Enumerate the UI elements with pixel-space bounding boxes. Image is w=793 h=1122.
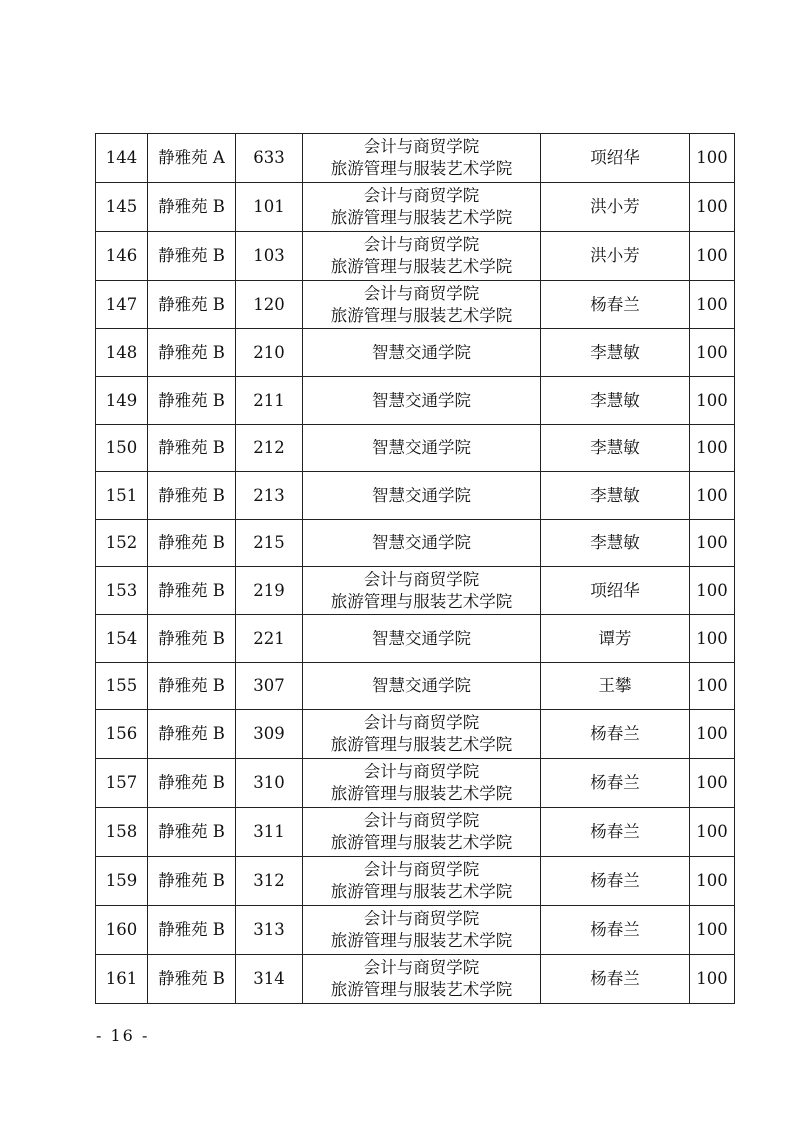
college-cell bbox=[303, 808, 541, 857]
score-cell: 100 bbox=[690, 281, 735, 329]
table-row bbox=[96, 955, 735, 1004]
teacher-cell: 杨春兰 bbox=[541, 906, 690, 955]
table-body bbox=[96, 134, 735, 1004]
college-cell bbox=[303, 520, 541, 567]
room-number-cell: 310 bbox=[236, 759, 303, 808]
table-row bbox=[96, 281, 735, 329]
building-cell: 静雅苑 B bbox=[148, 183, 236, 232]
row-number-cell: 153 bbox=[96, 567, 148, 615]
building-cell: 静雅苑 B bbox=[148, 906, 236, 955]
room-number-cell: 309 bbox=[236, 710, 303, 759]
teacher-cell: 谭芳 bbox=[541, 615, 690, 663]
room-number-cell: 213 bbox=[236, 472, 303, 520]
row-number-cell: 145 bbox=[96, 183, 148, 232]
college-name: 会计与商贸学院 bbox=[363, 909, 480, 928]
score-cell: 100 bbox=[690, 377, 735, 425]
college-name: 会计与商贸学院 bbox=[363, 860, 480, 879]
college-name: 会计与商贸学院 bbox=[363, 762, 480, 781]
room-number-cell: 103 bbox=[236, 232, 303, 281]
college-name: 旅游管理与服装艺术学院 bbox=[330, 833, 513, 852]
row-number-cell: 144 bbox=[96, 134, 148, 183]
score-cell: 100 bbox=[690, 134, 735, 183]
row-number-cell: 147 bbox=[96, 281, 148, 329]
building-cell: 静雅苑 B bbox=[148, 232, 236, 281]
college-cell bbox=[303, 857, 541, 906]
score-cell: 100 bbox=[690, 472, 735, 520]
teacher-cell: 王攀 bbox=[541, 663, 690, 710]
teacher-cell: 杨春兰 bbox=[541, 955, 690, 1004]
row-number-cell: 161 bbox=[96, 955, 148, 1004]
college-cell bbox=[303, 567, 541, 615]
college-name: 智慧交通学院 bbox=[372, 390, 471, 410]
college-name: 旅游管理与服装艺术学院 bbox=[330, 931, 513, 950]
row-number-cell: 156 bbox=[96, 710, 148, 759]
college-name: 智慧交通学院 bbox=[372, 628, 471, 648]
row-number-cell: 160 bbox=[96, 906, 148, 955]
table-row bbox=[96, 425, 735, 472]
building-cell: 静雅苑 B bbox=[148, 520, 236, 567]
score-cell: 100 bbox=[690, 906, 735, 955]
college-cell bbox=[303, 134, 541, 183]
building-cell: 静雅苑 B bbox=[148, 857, 236, 906]
room-number-cell: 212 bbox=[236, 425, 303, 472]
college-name: 智慧交通学院 bbox=[372, 342, 471, 362]
college-cell bbox=[303, 906, 541, 955]
table-row bbox=[96, 808, 735, 857]
college-cell bbox=[303, 281, 541, 329]
building-cell: 静雅苑 B bbox=[148, 663, 236, 710]
college-cell bbox=[303, 759, 541, 808]
table-row bbox=[96, 520, 735, 567]
table-row bbox=[96, 615, 735, 663]
college-cell bbox=[303, 377, 541, 425]
row-number-cell: 150 bbox=[96, 425, 148, 472]
room-number-cell: 313 bbox=[236, 906, 303, 955]
college-name: 旅游管理与服装艺术学院 bbox=[330, 882, 513, 901]
table-row bbox=[96, 472, 735, 520]
building-cell: 静雅苑 B bbox=[148, 759, 236, 808]
teacher-cell: 项绍华 bbox=[541, 567, 690, 615]
college-name: 智慧交通学院 bbox=[372, 485, 471, 505]
building-cell: 静雅苑 B bbox=[148, 329, 236, 377]
score-cell: 100 bbox=[690, 567, 735, 615]
college-name: 会计与商贸学院 bbox=[363, 569, 480, 589]
teacher-cell: 李慧敏 bbox=[541, 520, 690, 567]
teacher-cell: 李慧敏 bbox=[541, 425, 690, 472]
teacher-cell: 杨春兰 bbox=[541, 857, 690, 906]
row-number-cell: 158 bbox=[96, 808, 148, 857]
row-number-cell: 154 bbox=[96, 615, 148, 663]
college-name: 旅游管理与服装艺术学院 bbox=[330, 980, 513, 999]
teacher-cell: 杨春兰 bbox=[541, 281, 690, 329]
table-row bbox=[96, 183, 735, 232]
room-number-cell: 215 bbox=[236, 520, 303, 567]
college-name: 旅游管理与服装艺术学院 bbox=[330, 159, 513, 178]
college-name: 旅游管理与服装艺术学院 bbox=[330, 208, 513, 227]
row-number-cell: 149 bbox=[96, 377, 148, 425]
room-number-cell: 633 bbox=[236, 134, 303, 183]
dormitory-score-table bbox=[95, 133, 735, 1004]
score-cell: 100 bbox=[690, 955, 735, 1004]
college-cell bbox=[303, 663, 541, 710]
table-row bbox=[96, 663, 735, 710]
college-name: 会计与商贸学院 bbox=[363, 811, 480, 830]
teacher-cell: 李慧敏 bbox=[541, 329, 690, 377]
score-cell: 100 bbox=[690, 710, 735, 759]
building-cell: 静雅苑 B bbox=[148, 377, 236, 425]
college-cell bbox=[303, 329, 541, 377]
page-number: - 16 - bbox=[96, 1026, 150, 1045]
row-number-cell: 152 bbox=[96, 520, 148, 567]
room-number-cell: 307 bbox=[236, 663, 303, 710]
college-name: 旅游管理与服装艺术学院 bbox=[330, 735, 513, 754]
table-row bbox=[96, 377, 735, 425]
building-cell: 静雅苑 B bbox=[148, 281, 236, 329]
row-number-cell: 146 bbox=[96, 232, 148, 281]
table-row bbox=[96, 710, 735, 759]
row-number-cell: 151 bbox=[96, 472, 148, 520]
row-number-cell: 148 bbox=[96, 329, 148, 377]
room-number-cell: 210 bbox=[236, 329, 303, 377]
teacher-cell: 杨春兰 bbox=[541, 710, 690, 759]
teacher-cell: 洪小芳 bbox=[541, 183, 690, 232]
building-cell: 静雅苑 B bbox=[148, 567, 236, 615]
room-number-cell: 311 bbox=[236, 808, 303, 857]
room-number-cell: 101 bbox=[236, 183, 303, 232]
building-cell: 静雅苑 B bbox=[148, 472, 236, 520]
room-number-cell: 120 bbox=[236, 281, 303, 329]
building-cell: 静雅苑 B bbox=[148, 615, 236, 663]
college-name: 会计与商贸学院 bbox=[363, 235, 480, 254]
teacher-cell: 杨春兰 bbox=[541, 808, 690, 857]
college-cell bbox=[303, 710, 541, 759]
college-name: 智慧交通学院 bbox=[372, 676, 471, 695]
score-cell: 100 bbox=[690, 183, 735, 232]
score-cell: 100 bbox=[690, 425, 735, 472]
college-name: 智慧交通学院 bbox=[372, 438, 471, 457]
room-number-cell: 312 bbox=[236, 857, 303, 906]
college-cell bbox=[303, 955, 541, 1004]
table-row bbox=[96, 759, 735, 808]
score-cell: 100 bbox=[690, 520, 735, 567]
room-number-cell: 211 bbox=[236, 377, 303, 425]
college-name: 会计与商贸学院 bbox=[363, 958, 480, 977]
college-name: 会计与商贸学院 bbox=[363, 713, 480, 732]
building-cell: 静雅苑 B bbox=[148, 710, 236, 759]
teacher-cell: 项绍华 bbox=[541, 134, 690, 183]
table-row bbox=[96, 567, 735, 615]
college-name: 旅游管理与服装艺术学院 bbox=[330, 305, 513, 325]
table-row bbox=[96, 232, 735, 281]
building-cell: 静雅苑 B bbox=[148, 955, 236, 1004]
table-row bbox=[96, 906, 735, 955]
college-cell bbox=[303, 615, 541, 663]
building-cell: 静雅苑 B bbox=[148, 425, 236, 472]
teacher-cell: 李慧敏 bbox=[541, 472, 690, 520]
teacher-cell: 杨春兰 bbox=[541, 759, 690, 808]
room-number-cell: 314 bbox=[236, 955, 303, 1004]
college-name: 智慧交通学院 bbox=[372, 533, 471, 552]
score-cell: 100 bbox=[690, 329, 735, 377]
college-cell bbox=[303, 472, 541, 520]
college-name: 会计与商贸学院 bbox=[363, 186, 480, 205]
table-row bbox=[96, 329, 735, 377]
room-number-cell: 221 bbox=[236, 615, 303, 663]
score-cell: 100 bbox=[690, 808, 735, 857]
table-row bbox=[96, 134, 735, 183]
building-cell: 静雅苑 B bbox=[148, 808, 236, 857]
college-name: 旅游管理与服装艺术学院 bbox=[330, 784, 513, 803]
score-cell: 100 bbox=[690, 857, 735, 906]
college-name: 会计与商贸学院 bbox=[363, 283, 480, 303]
college-name: 旅游管理与服装艺术学院 bbox=[330, 257, 513, 276]
row-number-cell: 155 bbox=[96, 663, 148, 710]
college-cell bbox=[303, 183, 541, 232]
college-cell bbox=[303, 232, 541, 281]
room-number-cell: 219 bbox=[236, 567, 303, 615]
teacher-cell: 李慧敏 bbox=[541, 377, 690, 425]
table-row bbox=[96, 857, 735, 906]
row-number-cell: 157 bbox=[96, 759, 148, 808]
building-cell: 静雅苑 A bbox=[148, 134, 236, 183]
teacher-cell: 洪小芳 bbox=[541, 232, 690, 281]
college-name: 旅游管理与服装艺术学院 bbox=[330, 591, 513, 611]
score-cell: 100 bbox=[690, 759, 735, 808]
score-cell: 100 bbox=[690, 663, 735, 710]
score-cell: 100 bbox=[690, 615, 735, 663]
score-cell: 100 bbox=[690, 232, 735, 281]
college-cell bbox=[303, 425, 541, 472]
row-number-cell: 159 bbox=[96, 857, 148, 906]
college-name: 会计与商贸学院 bbox=[363, 137, 480, 156]
